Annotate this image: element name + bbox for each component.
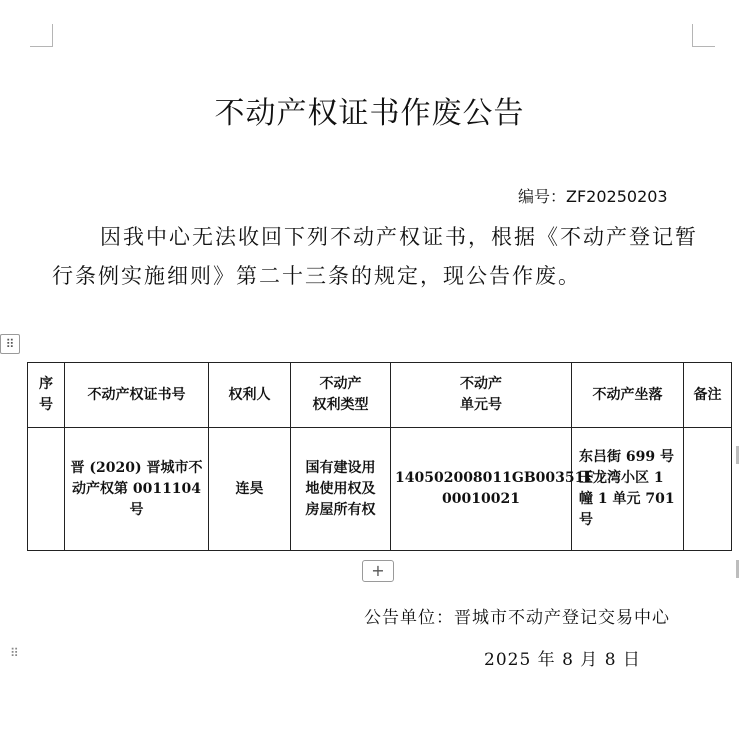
cell-holder[interactable]: 连昊 (209, 428, 291, 551)
cell-seq[interactable] (28, 428, 65, 551)
paragraph-drag-handle-icon[interactable]: ⠿ (10, 646, 17, 660)
header-location: 不动产坐落 (572, 363, 684, 428)
cell-cert-no[interactable]: 晋 (2020) 晋城市不 动产权第 0011104 号 (65, 428, 209, 551)
certificate-table (27, 362, 732, 551)
cell-right-type[interactable]: 国有建设用 地使用权及 房屋所有权 (291, 428, 391, 551)
issue-date: 2025 年 8 月 8 日 (484, 650, 641, 670)
header-cert-no: 不动产权证书号 (65, 363, 209, 428)
header-remark: 备注 (684, 363, 732, 428)
issuing-organization: 公告单位：晋城市不动产登记交易中心 (364, 608, 670, 628)
page-corner-mark-top-right (692, 24, 715, 47)
header-holder: 权利人 (209, 363, 291, 428)
cell-location[interactable]: 东吕街 699 号 玉龙湾小区 1 幢 1 单元 701 号 (572, 428, 684, 551)
cell-remark[interactable] (684, 428, 732, 551)
table-header-row (28, 363, 732, 428)
add-row-button[interactable]: + (362, 560, 394, 582)
table-move-handle-icon[interactable]: ⠿ (0, 334, 20, 354)
notice-body: 因我中心无法收回下列不动产权证书，根据《不动产登记暂行条例实施细则》第二十三条的规定，现公告作废。 (52, 225, 698, 288)
table-row (28, 428, 732, 551)
page-title: 不动产权证书作废公告 (214, 96, 525, 131)
header-unit-no: 不动产 单元号 (391, 363, 572, 428)
cell-unit-no[interactable]: 140502008011GB00351F 00010021 (391, 428, 572, 551)
document-number: 编号：ZF20250203 (518, 187, 668, 206)
header-right-type: 不动产 权利类型 (291, 363, 391, 428)
header-seq: 序 号 (28, 363, 65, 428)
page-corner-mark-top-left (30, 24, 53, 47)
